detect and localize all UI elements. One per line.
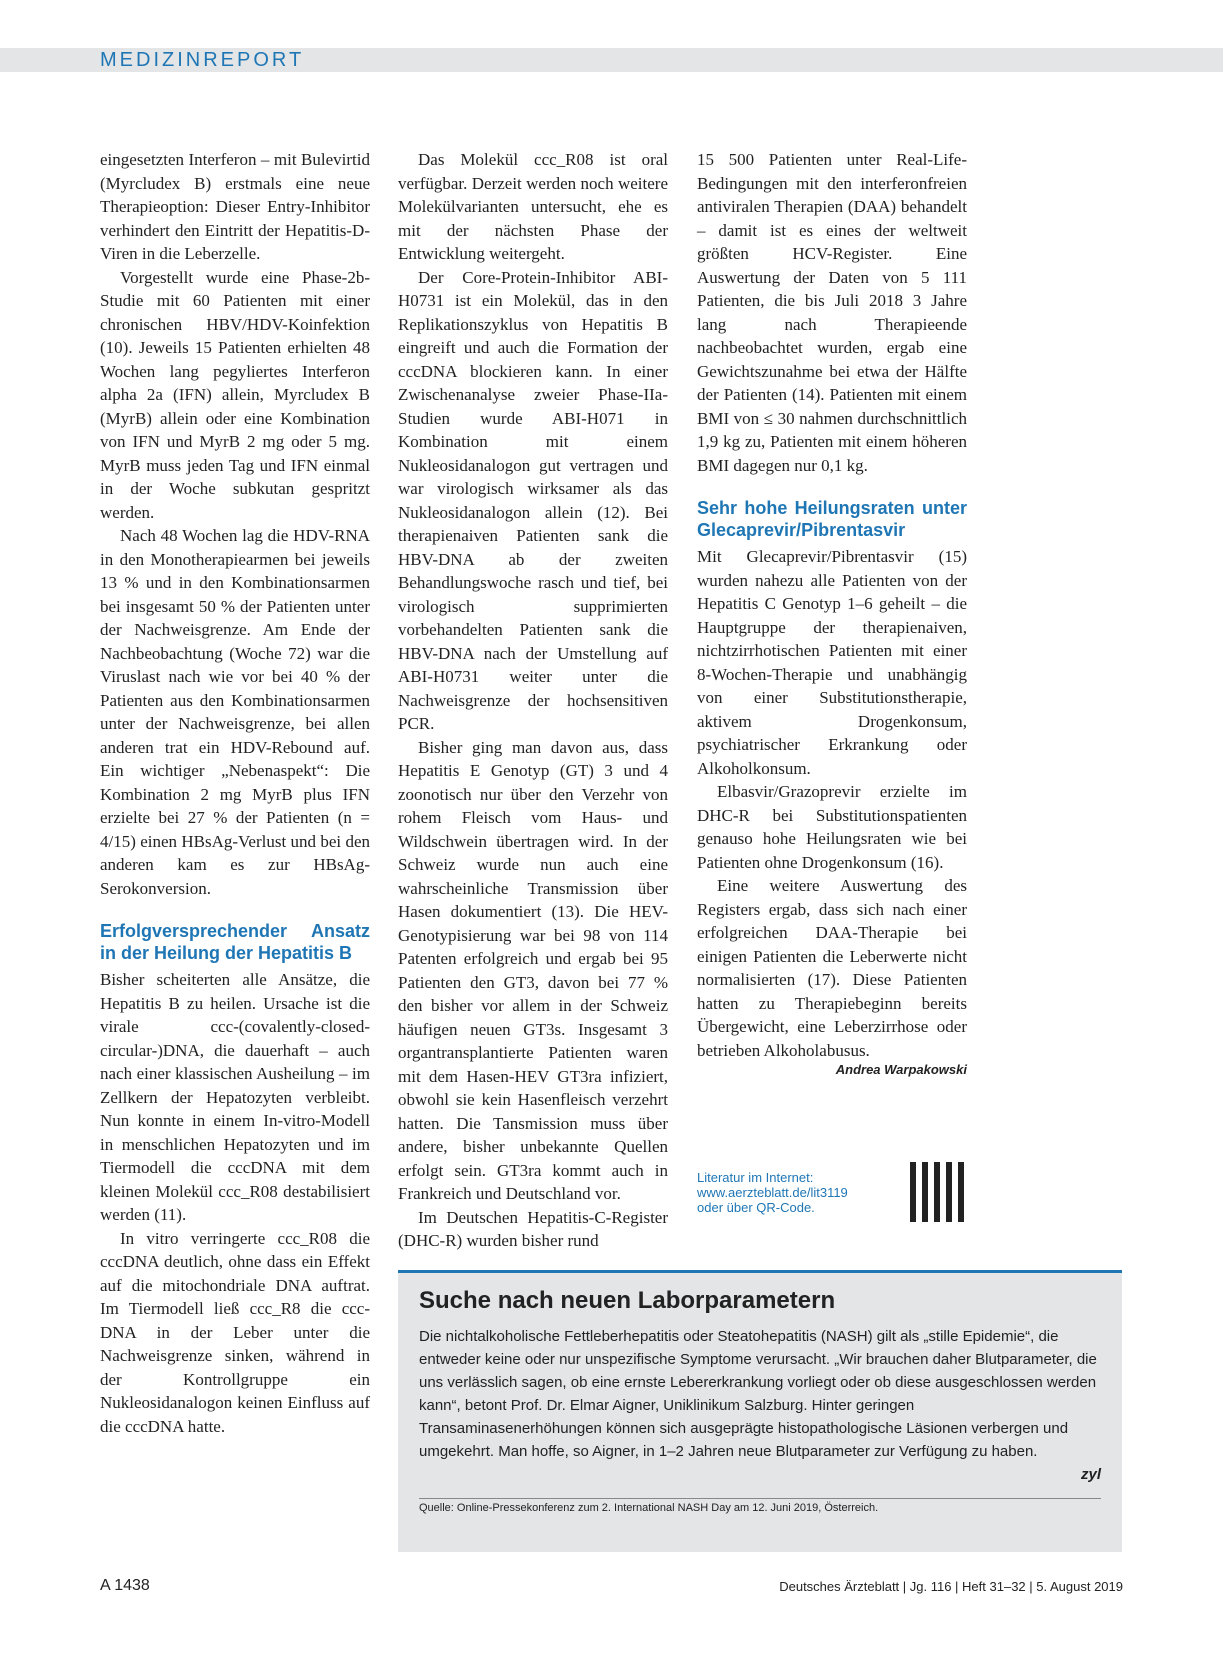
heading-2: Sehr hohe Heilungsraten unter Glecaprevir/Pibrentasvir <box>697 498 967 540</box>
info-box <box>398 1270 1122 1552</box>
paragraph: eingesetzten Interferon – mit Bulevirtid (Myrcludex B) erstmals eine neue Therapieoption: Dieser Entry-Inhibitor verhindert den Eintritt der Hepatitis-D-Viren in die Leberzelle. <box>100 150 370 263</box>
lit-url[interactable]: www.aerzteblatt.de/lit3119 <box>697 1185 848 1200</box>
author: Andrea Warpakowski <box>835 1062 967 1077</box>
column-3 <box>697 148 967 1077</box>
paragraph: Eine weitere Auswertung des Registers ergab, dass sich nach einer erfolgreichen DAA-Therapie bei einigen Patienten die Leberwerte nicht normalisierten (17). Diese Patienten hatten zu Therapiebeginn bereits Übergewicht, eine Leberzirrhose oder betrieben Alkoholabusus. <box>697 876 967 1060</box>
paragraph: Im Deutschen Hepatitis-C-Register (DHC-R) wurden bisher rund <box>398 1207 668 1250</box>
c1-text <box>100 148 370 900</box>
paragraph: Bisher scheiterten alle Ansätze, die Hepatitis B zu heilen. Ursache ist die virale ccc-(covalently-closed-circular-)DNA, die dauerhaft – auch nach einer klassischen Ausheilung – im Zellkern der Hepatozyten verbleibt. Nun konnte in einem In-vitro-Modell in menschlichen Hepatozyten und im Tiermodell die cccDNA mit dem kleinen Molekül ccc_R08 destabilisiert werden (11). <box>100 970 370 1224</box>
qr-code-icon[interactable] <box>910 1162 970 1222</box>
c2-text <box>398 148 668 1253</box>
paragraph: Nach 48 Wochen lag die HDV-RNA in den Monotherapiearmen bei jeweils 13 % und in den Kombinationsarmen bei insgesamt 50 % der Patienten unter der Nachweisgrenze. Am Ende der Nachbeobachtung (Woche 72) war die Viruslast nach wie vor bei 40 % der Patienten aus den Kombinationsarmen unter der Nachweisgrenze, bei allen anderen trat ein HDV-Rebound auf. Ein wichtiger „Nebenaspekt“: Die Kombination 2 mg MyrB plus IFN erzielte bei 27 % der Patienten (n = 4/15) einen HBsAg-Verlust und bei den anderen kam es zur HBsAg-Serokonversion. <box>100 526 370 898</box>
box-source: Quelle: Online-Pressekonferenz zum 2. International NASH Day am 12. Juni 2019, Österreich. <box>419 1498 1101 1514</box>
heading-1: Erfolgversprechender Ansatz in der Heilung der Hepatitis B <box>100 921 370 963</box>
lit-line: oder über QR-Code. <box>697 1200 815 1215</box>
column-1 <box>100 148 370 1438</box>
paragraph: Mit Glecaprevir/Pibrentasvir (15) wurden nahezu alle Patienten von der Hepatitis C Genotyp 1–6 geheilt – die Hauptgruppe der therapienaiven, nichtzirrhotischen Patienten mit einer 8-Wochen-Therapie und unabhängig von einer Substitutionstherapie, aktivem Drogenkonsum, psychiatrischer Erkrankung oder Alkoholkonsum. <box>697 547 967 778</box>
journal-info: Deutsches Ärzteblatt | Jg. 116 | Heft 31–32 | 5. August 2019 <box>779 1579 1123 1594</box>
paragraph: 15 500 Patienten unter Real-Life-Bedingungen mit den interferonfreien antiviralen Therapien (DAA) behandelt – damit ist es eines der weltweit größten HCV-Register. Eine Auswertung der Daten von 5 111 Patienten, die bis Juli 2018 3 Jahre lang nach Therapieende nachbeobachtet wurden, ergab eine Gewichtszunahme bei etwa der Hälfte der Patienten (14). Patienten mit einem BMI von ≤ 30 nahmen durchschnittlich 1,9 kg zu, Patienten mit einem höheren BMI dagegen nur 0,1 kg. <box>697 150 967 475</box>
paragraph: In vitro verringerte ccc_R08 die cccDNA deutlich, ohne dass ein Effekt auf die mitochondriale DNA auftrat. Im Tiermodell ließ ccc_R8 die ccc-DNA in der Leber unter die Nachweisgrenze sinken, während in der Kontrollgruppe ein Nukleosidanalogon keinen Einfluss auf die cccDNA hatte. <box>100 1228 370 1436</box>
page-number: A 1438 <box>100 1577 150 1594</box>
c3b-text <box>697 545 967 1062</box>
box-title: Suche nach neuen Laborparametern <box>419 1287 836 1314</box>
header-bar <box>0 48 1223 72</box>
paragraph: Das Molekül ccc_R08 ist oral verfügbar. Derzeit werden noch weitere Molekülvarianten untersucht, ehe es mit der nächsten Phase der Entwicklung weitergeht. <box>398 150 668 263</box>
literature-link[interactable] <box>697 1170 848 1215</box>
paragraph: Elbasvir/Grazoprevir erzielte im DHC-R bei Substitutionspatienten genauso hohe Heilungsraten wie bei Patienten ohne Drogenkonsum (16). <box>697 782 967 872</box>
c3-text <box>697 148 967 477</box>
column-2 <box>398 148 668 1253</box>
paragraph: Bisher ging man davon aus, dass Hepatitis E Genotyp (GT) 3 und 4 zoonotisch nur über den Verzehr von rohem Fleisch vom Haus- und Wildschwein übertragen wird. In der Schweiz wurde nun auch eine wahrscheinliche Transmission über Hasen dokumentiert (13). Die HEV-Genotypisierung war bei 98 von 114 Patenten erfolgreich und ergab bei 95 Patienten den GT3, davon bei 77 % den bisher vor allem in der Schweiz häufigen neuen GT3s. Insgesamt 3 organtransplantierte Patienten waren mit dem Hasen-HEV GT3ra infiziert, obwohl sie kein Hasenfleisch verzehrt hatten. Die Tansmission muss über andere, bisher unbekannte Quellen erfolgt sein. GT3ra kommt auch in Frankreich und Deutschland vor. <box>398 737 668 1203</box>
box-signature: zyl <box>1080 1466 1101 1483</box>
box-text: Die nichtalkoholische Fettleberhepatitis oder Steatohepatitis (NASH) gilt als „stille Epidemie“, die entweder keine oder nur unspezifische Symptome verursacht. „Wir brauchen daher Blutparameter, die uns verlässlich sagen, ob eine ernste Lebererkrankung vorliegt oder ob diese ausgeschlossen werden kann“, betont Prof. Dr. Elmar Aigner, Uniklinikum Salzburg. Hinter geringen Transaminasenerhöhungen können sich ausgeprägte histopathologische Läsionen verbergen und umgekehrt. Man hoffe, so Aigner, in 1–2 Jahren neue Blutparameter zur Verfügung zu haben. <box>419 1328 1097 1460</box>
paragraph: Der Core-Protein-Inhibitor ABI-H0731 ist ein Molekül, das in den Replikationszyklus von Hepatitis B eingreift und auch die Formation der cccDNA blockieren kann. In einer Zwischenanalyse zweier Phase-IIa-Studien wurde ABI-H071 in Kombination mit einem Nukleosidanalogon gut vertragen und war virologisch wirksamer als das Nukleosidanalogon allein (12). Bei therapienaiven Patienten sank die HBV-DNA ab der zweiten Behandlungswoche rasch und tief, bei virologisch supprimierten vorbehandelten Patienten sank die HBV-DNA nach der Umstellung auf ABI-H0731 weiter unter die Nachweisgrenze der hochsensitiven PCR. <box>398 267 668 733</box>
lit-line: Literatur im Internet: <box>697 1170 814 1185</box>
section-label: MEDIZINREPORT <box>100 49 305 71</box>
c1b-text <box>100 968 370 1438</box>
paragraph: Vorgestellt wurde eine Phase-2b-Studie mit 60 Patienten mit einer chronischen HBV/HDV-Koinfektion (10). Jeweils 15 Patienten erhielten 48 Wochen lang pegyliertes Interferon alpha 2a (IFN) allein, Myrcludex B (MyrB) allein oder eine Kombination von IFN und MyrB 2 mg oder 5 mg. MyrB muss jeden Tag und IFN einmal in der Woche subkutan gespritzt werden. <box>100 267 370 522</box>
